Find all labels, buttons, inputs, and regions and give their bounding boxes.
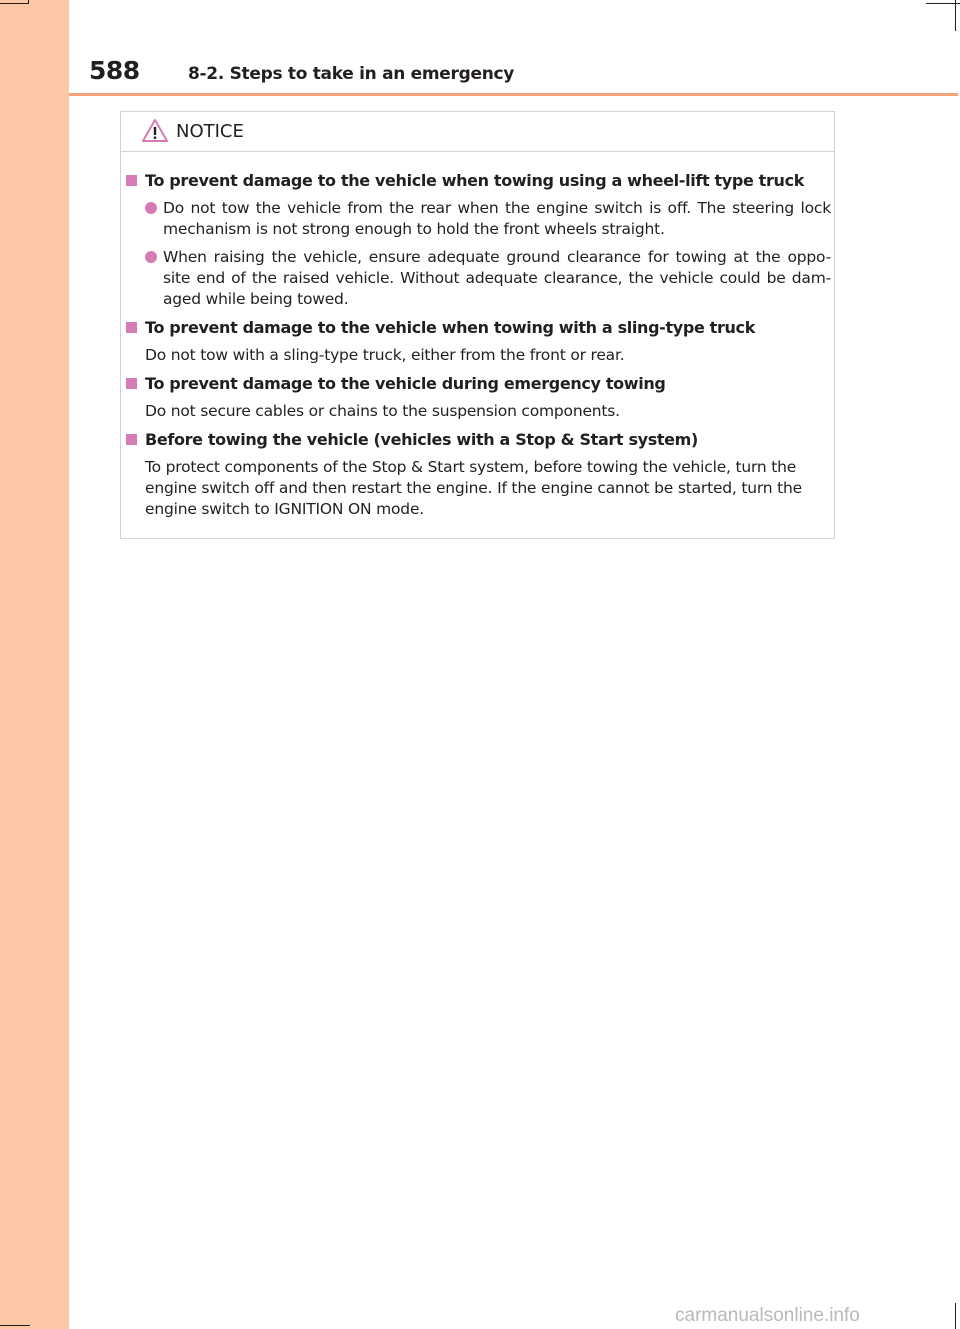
bullet-text: When raising the vehicle, ensure adequate ground clearance for towing at the oppo- site end of the raised vehicle. Without adequate clearance, the vehicle could be dam- aged while being towed. (163, 248, 831, 308)
notice-box (120, 111, 835, 539)
warning-triangle-icon (141, 118, 169, 143)
section-heading (126, 171, 804, 190)
bullet-item (145, 198, 831, 240)
page-number: 588 (89, 56, 140, 85)
round-bullet-icon (145, 251, 157, 263)
square-bullet-icon (126, 322, 137, 333)
notice-label: NOTICE (176, 121, 244, 142)
section-text: Do not secure cables or chains to the suspension components. (145, 402, 620, 420)
bullet-text: Do not tow the vehicle from the rear when the engine switch is off. The steering lock mechanism is not strong enough to hold the front wheels straight. (163, 199, 831, 238)
watermark: carmanualsonline.info (675, 1305, 860, 1326)
section-text: Do not tow with a sling-type truck, either from the front or rear. (145, 346, 625, 364)
crop-mark-bottom-right (955, 1303, 956, 1329)
round-bullet-icon (145, 202, 157, 214)
bullet-item (145, 247, 831, 310)
section-heading (126, 318, 755, 337)
notice-header (121, 112, 834, 152)
crop-mark-bottom-left (0, 1325, 30, 1326)
square-bullet-icon (126, 434, 137, 445)
section-heading-text: To prevent damage to the vehicle when towing using a wheel-lift type truck (145, 171, 804, 190)
section-text: To protect components of the Stop & Start system, before towing the vehicle, turn the engine switch off and then restart the engine. If the engine cannot be started, turn the engine switch to IGNITION ON mode. (145, 458, 802, 518)
crop-mark-top-left-h (0, 3, 28, 4)
section-heading-text: Before towing the vehicle (vehicles with a Stop & Start system) (145, 430, 698, 449)
section-heading (126, 430, 698, 449)
section-heading (126, 374, 665, 393)
side-color-band (0, 0, 69, 1329)
section-heading-text: To prevent damage to the vehicle when towing with a sling-type truck (145, 318, 755, 337)
square-bullet-icon (126, 378, 137, 389)
crop-mark-top-left (28, 0, 29, 4)
page-header (69, 0, 960, 94)
section-title: 8-2. Steps to take in an emergency (188, 64, 515, 84)
section-heading-text: To prevent damage to the vehicle during emergency towing (145, 374, 666, 393)
square-bullet-icon (126, 175, 137, 186)
header-rule (69, 93, 958, 96)
